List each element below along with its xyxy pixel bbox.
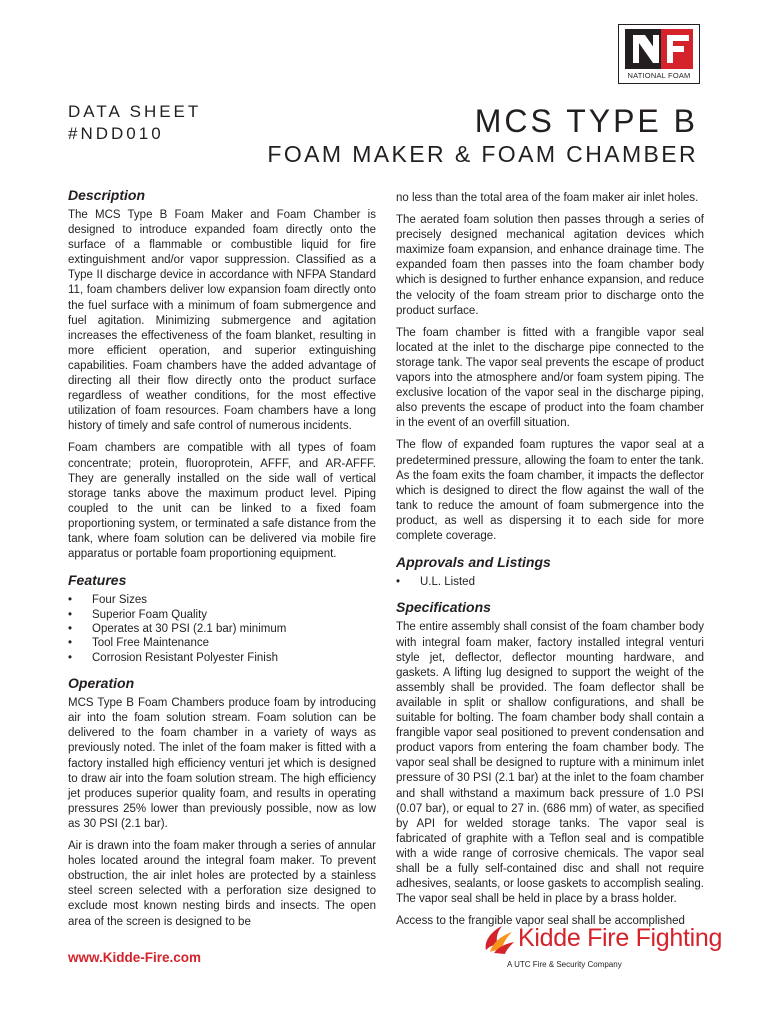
list-item: • Tool Free Maintenance [68,636,376,650]
list-item: • Operates at 30 PSI (2.1 bar) minimum [68,622,376,636]
kidde-flame-icon [480,920,516,956]
list-item: • Corrosion Resistant Polyester Finish [68,651,376,665]
nf-logo-mark-icon [623,29,695,69]
description-paragraph-2: Foam chambers are compatible with all types of foam concentrate; protein, fluoroprotein, AFFF, and AR-AFFF. They are generally installed on the side wall of vertical storage tanks above the maximum product level. Piping coupled to the unit can be linked to a fixed foam proportioning system, or terminated a safe distance from the tank, where foam solution can be delivered via mobile fire apparatus or portable foam proportioning equipment. [68,442,376,561]
right-column [396,191,704,936]
specifications-heading: Specifications [396,599,491,616]
specifications-paragraph-2: Access to the frangible vapor seal shall be accomplished [396,915,685,928]
operation-paragraph-1: MCS Type B Foam Chambers produce foam by introducing air into the foam solution stream. Foam solution can be delivered to the foam chamber in a variety of ways as previously noted. The inlet of the foam maker is fitted with a factory installed high efficiency venturi jet which is designed to draw air into the foam solution stream. The high efficiency jet produces superior quality foam, and results in operating pressures 25% lower than previously possible, now as low as 30 PSI (2.1 bar). [68,697,376,830]
page-title: MCS TYPE B [474,103,698,139]
national-foam-logo [618,24,700,84]
operation-paragraph-4: The aerated foam solution then passes through a series of precisely designed mechanical agitation devices which maximize foam expansion, and enhance drainage time. The expanded foam then passes into the foam chamber body which is designed to further enhance expansion, and reduce the velocity of the foam stream prior to discharge onto the product surface. [396,214,704,317]
approvals-list [396,575,704,589]
list-item: • U.L. Listed [396,575,704,589]
page-subtitle: FOAM MAKER & FOAM CHAMBER [267,141,698,167]
specifications-paragraph-1: The entire assembly shall consist of the foam chamber body with integral foam maker, factory installed integral venturi style jet, deflector, deflector mounting hardware, and gaskets. A lifting lug designed to support the weight of the assembly shall be provided. The foam deflector shall be available in split or shallow configurations, and shall be suitable for bolting. The foam chamber body shall contain a frangible vapor seal positioned to prevent condensation and product vapors from entering the foam chamber body. The vapor seal shall be designed to rupture with a minimum inlet pressure of 30 PSI (2.1 bar) at the inlet to the foam chamber and shall withstand a maximum back pressure of 1.0 PSI (0.07 bar), or equal to 27 in. (686 mm) of water, as specified by API for welded storage tanks. The vapor seal is fabricated of graphite with a Teflon seal and is compatible with a wide range of corrosive chemicals. The vapor seal shall be a fully self-contained disc and shall not require adhesives, sealants, or loose gaskets to accomplish sealing. The vapor seal shall be held in place by a brass holder. [396,621,704,906]
operation-paragraph-6: The flow of expanded foam ruptures the vapor seal at a predetermined pressure, allowing the foam to enter the tank. As the foam exits the foam chamber, it impacts the deflector which is designed to direct the flow against the wall of the tank to reduce the amount of foam submergence into the product, as well as dispersing it to each side for more complete coverage. [396,439,704,542]
doc-number: #NDD010 [68,124,164,143]
doc-type: DATA SHEET [68,102,202,121]
logo-caption: NATIONAL FOAM [627,71,691,80]
kidde-fire-fighting-logo [480,918,723,974]
operation-paragraph-5: The foam chamber is fitted with a frangible vapor seal located at the inlet to the discharge pipe connected to the storage tank. The vapor seal prevents the escape of product vapors into the atmosphere and/or foam system piping. The exclusive location of the vapor seal in the discharge piping, also prevents the escape of product into the foam chamber in the event of an overfill situation. [396,326,704,430]
list-item: • Four Sizes [68,593,376,607]
brand-tagline: A UTC Fire & Security Company [507,960,622,969]
left-column [68,187,376,937]
list-item: • Superior Foam Quality [68,608,376,622]
features-list [68,593,376,665]
operation-paragraph-3: no less than the total area of the foam maker air inlet holes. [396,192,699,204]
website-link[interactable]: www.Kidde-Fire.com [68,950,202,965]
operation-paragraph-2: Air is drawn into the foam maker through a series of annular holes located around the integral foam maker. To prevent obstruction, the air inlet holes are protected by a stainless steel screen selected with a perforation size designed to exclude most known nesting birds and insects. The open area of the screen is designed to be [68,840,376,928]
operation-heading: Operation [68,675,135,692]
brand-name: Kidde Fire Fighting [518,924,723,952]
description-paragraph-1: The MCS Type B Foam Maker and Foam Chamber is designed to introduce expanded foam directly onto the surface of a flammable or combustible liquid for fire extinguishment and/or vapor suppression. Classified as a Type II discharge device in accordance with NFPA Standard 11, foam chambers deliver low expansion foam directly onto the fuel surface with a minimum of foam submergence and fuel agitation. Minimizing submergence and agitation increases the effectiveness of the foam blanket, resulting in more efficient operation, and superior extinguishing capabilities. Foam chambers have the added advantage of directing all their flow directly onto the product surface regardless of weather conditions, for the most effective utilization of foam resources. Foam chambers have a long history of timely and safe control of numerous incidents. [68,209,376,433]
features-heading: Features [68,572,127,589]
description-heading: Description [68,187,146,203]
approvals-heading: Approvals and Listings [396,554,551,571]
